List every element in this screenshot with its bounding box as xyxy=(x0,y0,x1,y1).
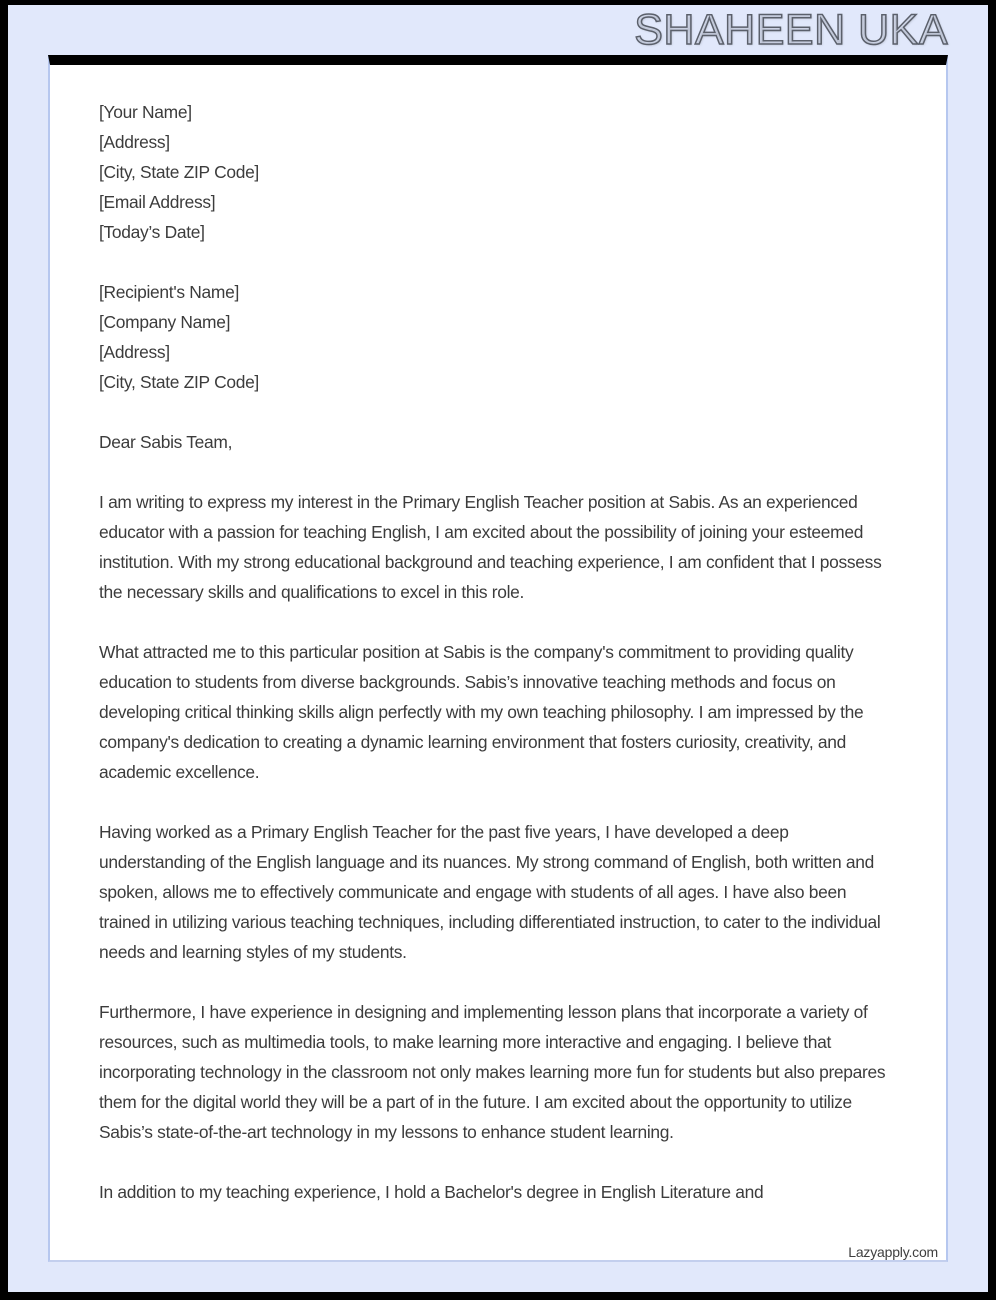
paragraph-attraction: What attracted me to this particular position at Sabis is the company's commitment to providing quality education to students from diverse backgrounds. Sabis’s innovative teaching methods and focus on developing critical thinking skills align perfectly with my own teaching philosophy. I am impressed by the company's dedication to creating a dynamic learning environment that fosters curiosity, creativity, and academic excellence. xyxy=(99,642,864,782)
recipient-address-line: [Address] xyxy=(99,342,170,362)
sender-name-line: [Your Name] xyxy=(99,102,192,122)
sender-city-line: [City, State ZIP Code] xyxy=(99,162,259,182)
recipient-city-line: [City, State ZIP Code] xyxy=(99,372,259,392)
letter-page xyxy=(48,55,948,1262)
lazyapply-watermark: Lazyapply.com xyxy=(848,1244,938,1260)
sender-date-line: [Today’s Date] xyxy=(99,222,205,242)
brand-title: SHAHEEN UKA xyxy=(634,6,948,54)
paragraph-experience: Having worked as a Primary English Teacher for the past five years, I have developed a deep understanding of the English language and its nuances. My strong command of English, both written and spoken, allows me to effectively communicate and engage with students of all ages. I have also been trained in utilizing various teaching techniques, including differentiated instruction, to cater to the individual needs and learning styles of my students. xyxy=(99,822,881,962)
paragraph-intro: I am writing to express my interest in the Primary English Teacher position at Sabis. As an experienced educator with a passion for teaching English, I am excited about the possibility of joining your esteemed institution. With my strong educational background and teaching experience, I am confident that I possess the necessary skills and qualifications to excel in this role. xyxy=(99,492,882,602)
recipient-company-line: [Company Name] xyxy=(99,312,231,332)
paragraph-education-cutoff: In addition to my teaching experience, I hold a Bachelor's degree in English Literature and xyxy=(99,1182,764,1202)
letter-content xyxy=(50,65,946,1207)
header xyxy=(8,5,988,55)
paragraph-lesson-plans: Furthermore, I have experience in designing and implementing lesson plans that incorporate a variety of resources, such as multimedia tools, to make learning more interactive and engaging. I believe that incorporating technology in the classroom not only makes learning more fun for students but also prepares them for the digital world they will be a part of in the future. I am excited about the opportunity to utilize Sabis’s state-of-the-art technology in my lessons to enhance student learning. xyxy=(99,1002,886,1142)
recipient-block xyxy=(99,277,897,397)
recipient-name-line: [Recipient's Name] xyxy=(99,282,240,302)
salutation: Dear Sabis Team, xyxy=(99,432,233,452)
sender-block xyxy=(99,97,897,247)
sender-email-line: [Email Address] xyxy=(99,192,216,212)
sender-address-line: [Address] xyxy=(99,132,170,152)
